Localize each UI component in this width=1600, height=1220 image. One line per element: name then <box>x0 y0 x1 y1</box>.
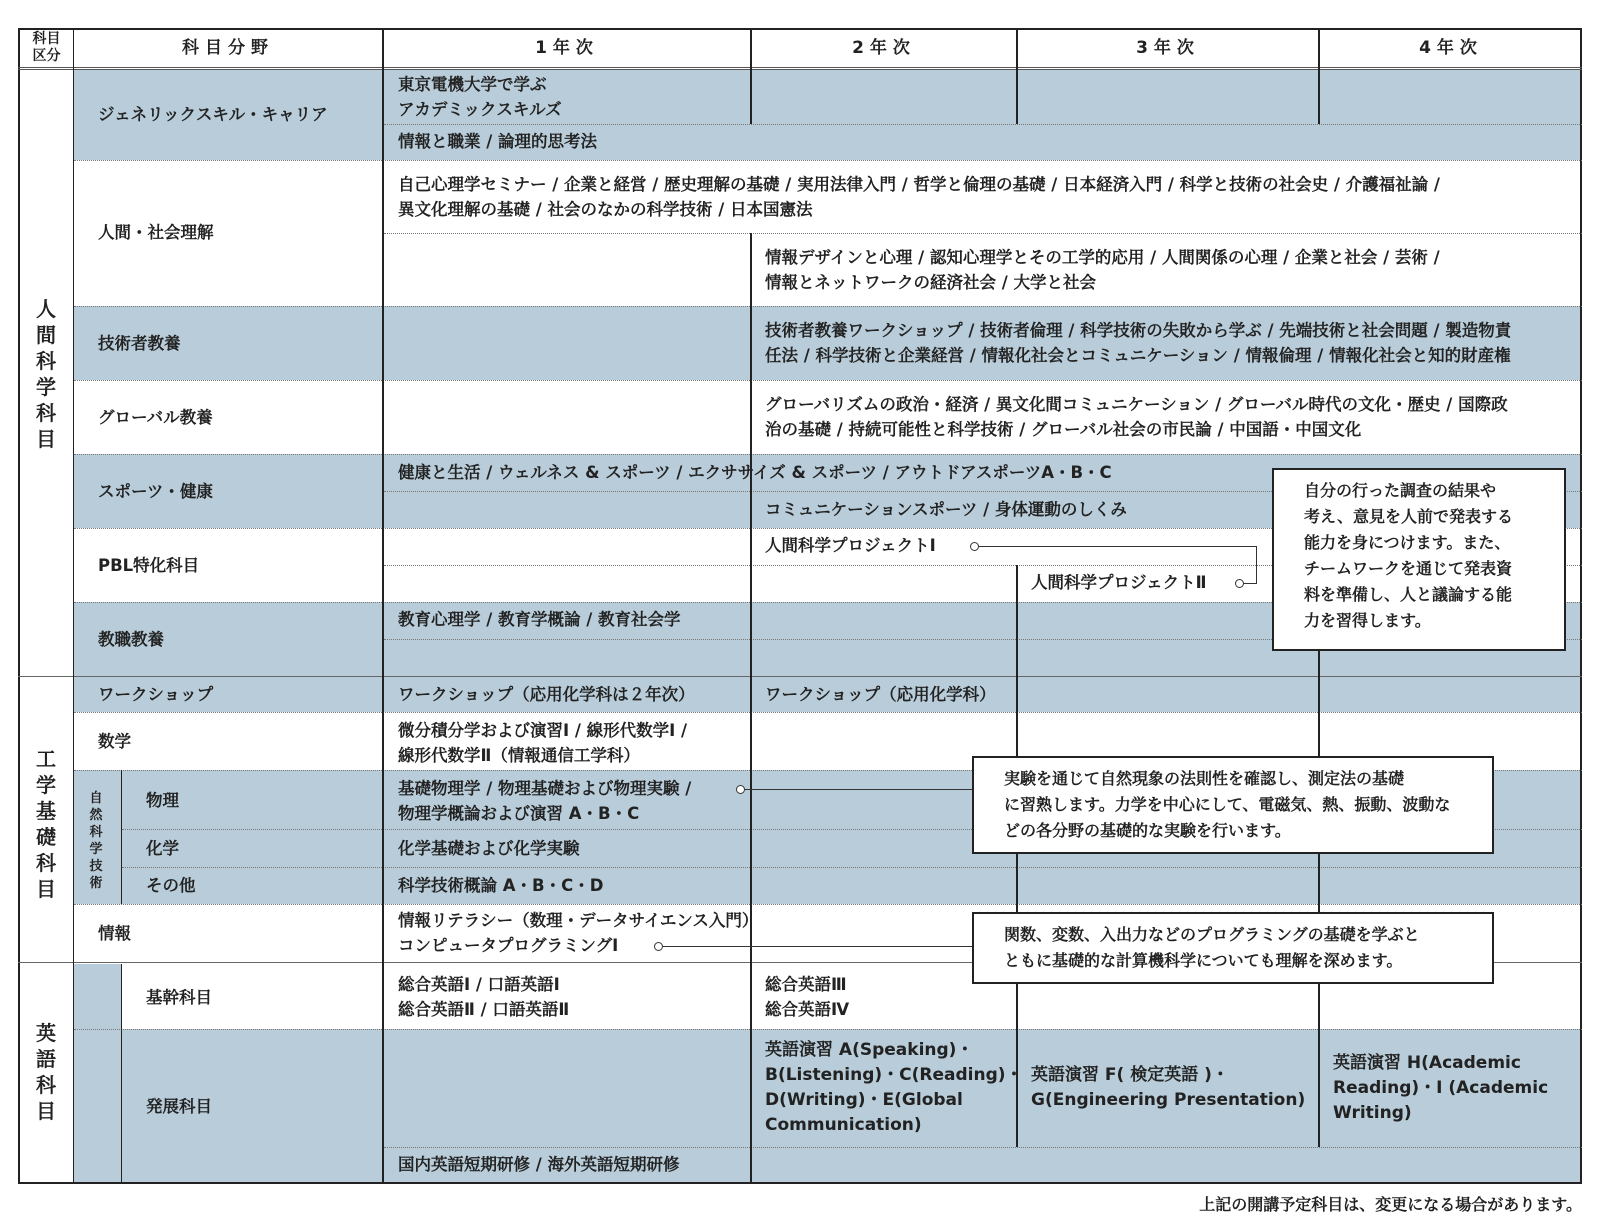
divider <box>74 904 1582 905</box>
row-label-info: 情報 <box>98 924 131 943</box>
course-cell: 国内英語短期研修 / 海外英語短期研修 <box>398 1155 680 1174</box>
course-cell: 化学基礎および化学実験 <box>398 839 580 858</box>
divider <box>74 306 1582 307</box>
row-label-chemistry: 化学 <box>146 839 179 858</box>
connector-dot <box>1235 579 1244 588</box>
course-cell: 総合英語Ⅳ <box>765 1000 850 1019</box>
course-cell: 科学技術概論 A・B・C・D <box>398 876 604 895</box>
connector-line <box>1244 583 1256 584</box>
course-cell: 情報とネットワークの経済社会 / 大学と社会 <box>765 273 1097 292</box>
header-year2: 2年次 <box>852 38 916 58</box>
divider <box>384 233 1582 234</box>
course-cell: 技術者教養ワークショップ / 技術者倫理 / 科学技術の失敗から学ぶ / 先端技術と社会問題 / 製造物責 <box>765 321 1512 340</box>
course-cell: 情報デザインと心理 / 認知心理学とその工学的応用 / 人間関係の心理 / 企業と社会 / 芸術 / <box>765 248 1440 267</box>
course-cell: アカデミックスキルズ <box>398 100 562 119</box>
divider <box>74 712 1582 713</box>
row-label-global: グローバル教養 <box>98 408 213 427</box>
course-cell: 治の基礎 / 持続可能性と科学技術 / グローバル社会の市民論 / 中国語・中国文化 <box>765 420 1362 439</box>
course-cell: 教育心理学 / 教育学概論 / 教育社会学 <box>398 610 681 629</box>
course-cell: 物理学概論および演習 A・B・C <box>398 804 640 823</box>
course-cell: 自己心理学セミナー / 企業と経営 / 歴史理解の基礎 / 実用法律入門 / 哲学と倫理の基礎 / 日本経済入門 / 科学と技術の社会史 / 介護福祉論 / <box>398 175 1440 194</box>
column-divider <box>121 770 122 904</box>
course-cell: 線形代数学Ⅱ（情報通信工学科） <box>398 746 640 765</box>
row-label-society: 人間・社会理解 <box>98 223 214 242</box>
course-cell: 任法 / 科学技術と企業経営 / 情報化社会とコミュニケーション / 情報倫理 / 情報化社会と知的財産権 <box>765 346 1511 365</box>
row-label-advanced: 発展科目 <box>146 1097 212 1116</box>
divider <box>74 160 1582 161</box>
header-category-line: 区分 <box>32 48 61 64</box>
row-label-other: その他 <box>146 876 196 895</box>
header-category-line: 科目 <box>32 31 61 47</box>
course-cell: ワークショップ（応用化学科は２年次） <box>398 685 695 704</box>
row-label-generic: ジェネリックスキル・キャリア <box>98 105 328 124</box>
divider <box>122 867 1582 868</box>
course-cell: 英語演習 H(Academic Reading)・I (Academic Writing) <box>1333 1053 1549 1123</box>
connector-dot <box>736 785 745 794</box>
header-field: 科目分野 <box>182 38 274 58</box>
course-cell: コミュニケーションスポーツ / 身体運動のしくみ <box>765 500 1127 519</box>
course-cell: コンピュータプログラミングⅠ <box>398 936 619 955</box>
column-divider <box>1318 602 1320 1147</box>
callout-pbl: 自分の行った調査の結果や 考え、意見を人前で発表する 能力を身につけます。また、 チームワークを通じて発表資 料を準備し、人と議論する能 力を習得します。 <box>1272 468 1566 651</box>
divider <box>384 124 1582 125</box>
course-cell: 情報リテラシー（数理・データサイエンス入門） <box>398 911 759 930</box>
course-cell: グローバリズムの政治・経済 / 異文化間コミュニケーション / グローバル時代の文化・歴史 / 国際政 <box>765 395 1508 414</box>
column-divider <box>121 964 122 1184</box>
course-cell: 英語演習 A(Speaking)・ B(Listening)・C(Reading)・ D(Writing)・E(Global Communication) <box>765 1040 1023 1135</box>
course-cell: 情報と職業 / 論理的思考法 <box>398 132 598 151</box>
connector-line <box>979 546 1256 547</box>
course-cell: 健康と生活 / ウェルネス & スポーツ / エクササイズ & スポーツ / アウトドアスポーツA・B・C <box>398 463 1112 482</box>
course-cell: 英語演習 F( 検定英語 )・ G(Engineering Presentation) <box>1031 1065 1306 1110</box>
row-label-basic: 基幹科目 <box>146 988 212 1007</box>
course-cell: 異文化理解の基礎 / 社会のなかの科学技術 / 日本国憲法 <box>398 200 813 219</box>
footnote: 上記の開講予定科目は、変更になる場合があります。 <box>1199 1195 1582 1214</box>
callout-physics: 実験を通じて自然現象の法則性を確認し、測定法の基礎 に習熟します。力学を中心にして、電磁気、熱、振動、波動な どの各分野の基礎的な実験を行います。 <box>972 756 1494 854</box>
connector-dot <box>970 542 979 551</box>
header-year1: 1年次 <box>535 38 599 58</box>
course-cell: 人間科学プロジェクトⅠ <box>765 536 936 555</box>
connector-dot <box>654 942 663 951</box>
section-natural-science: 自 然 科 学 技 術 <box>89 791 103 891</box>
row-label-sports: スポーツ・健康 <box>98 482 213 501</box>
row-label-workshop: ワークショップ <box>98 685 214 704</box>
course-cell: 人間科学プロジェクトⅡ <box>1031 573 1207 592</box>
course-cell: 総合英語Ⅲ <box>765 975 847 994</box>
connector-line <box>663 946 973 947</box>
course-cell: 総合英語Ⅱ / 口語英語Ⅱ <box>398 1000 570 1019</box>
section-divider <box>18 676 1582 677</box>
course-cell: 東京電機大学で学ぶ <box>398 75 547 94</box>
course-cell: 基礎物理学 / 物理基礎および物理実験 / <box>398 779 692 798</box>
divider <box>74 454 1582 455</box>
connector-line <box>745 789 973 790</box>
course-cell: 総合英語Ⅰ / 口語英語Ⅰ <box>398 975 560 994</box>
section-humanities: 人 間 科 学 科 目 <box>36 297 56 451</box>
column-divider <box>750 233 752 1184</box>
divider <box>384 1147 1582 1148</box>
course-cell: 微分積分学および演習Ⅰ / 線形代数学Ⅰ / <box>398 721 688 740</box>
header-category <box>20 31 73 67</box>
section-english: 英 語 科 目 <box>36 1021 56 1123</box>
connector-line <box>1256 546 1257 584</box>
row-label-physics: 物理 <box>146 791 179 810</box>
row-label-pbl: PBL特化科目 <box>98 556 200 575</box>
header-year4: 4年次 <box>1419 38 1483 58</box>
column-divider <box>73 28 74 1184</box>
header-year3: 3年次 <box>1136 38 1200 58</box>
row-label-math: 数学 <box>98 732 131 751</box>
divider <box>74 380 1582 381</box>
section-engineering: 工 学 基 礎 科 目 <box>36 747 56 901</box>
course-cell: ワークショップ（応用化学科） <box>765 685 996 704</box>
callout-info: 関数、変数、入出力などのプログラミングの基礎を学ぶと ともに基礎的な計算機科学についても理解を深めます。 <box>972 912 1494 984</box>
row-label-engineer: 技術者教養 <box>98 334 181 353</box>
column-divider <box>382 28 384 1184</box>
divider <box>74 1029 1582 1030</box>
row-label-teaching: 教職教養 <box>98 630 164 649</box>
